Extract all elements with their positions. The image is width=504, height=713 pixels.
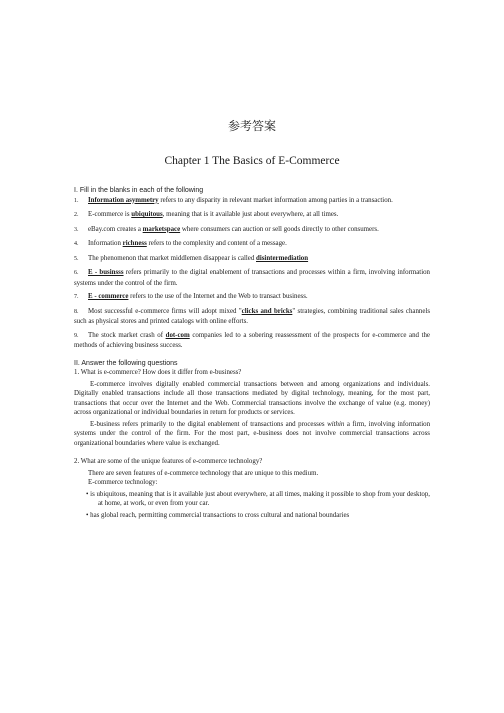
item-number: 6. bbox=[74, 270, 79, 276]
blank-answer: Information asymmetry bbox=[88, 196, 159, 204]
blank-answer: ubiquitous bbox=[131, 211, 163, 218]
fill-item: 3. eBay.com creates a marketspace where consumers can auction or sell goods directly to other consumers. bbox=[74, 225, 430, 236]
blank-answer: disintermediation bbox=[256, 254, 309, 262]
blank-answer: dot-com bbox=[165, 331, 190, 339]
blank-answer: E - commerce bbox=[88, 293, 129, 300]
answer-paragraph: E-commerce involves digitally enabled commercial transactions between and among organizations and individuals. Digitally enabled transactions include all those transactions mediated by digital technology, meaning, for the most part, transactions that occur over the Internet and the Web. Commercial transactions involve the exchange of value (e.g. money) across organizational or individual boundaries in return for products or services. bbox=[74, 380, 430, 416]
fill-item: 8. Most successful e-commerce firms will adopt mixed "clicks and bricks" strategies, combining traditional sales channels such as physical stores and printed catalogs with online efforts. bbox=[74, 307, 430, 325]
page-title: 参考答案 bbox=[227, 119, 276, 133]
fill-item: 5. The phenomenon that market middlemen disappear is called disintermediation bbox=[74, 254, 430, 265]
fill-item: 4. Information richness refers to the complexity and content of a message. bbox=[74, 239, 430, 250]
bullet-item: • has global reach, permitting commercial transactions to cross cultural and national boundaries bbox=[86, 511, 350, 519]
question-2: 2. What are some of the unique features of e-commerce technology? bbox=[74, 458, 263, 465]
fill-item: 1. Information asymmetry refers to any disparity in relevant market information among parties in a transaction. bbox=[74, 196, 430, 207]
answer-line: E-commerce technology: bbox=[88, 479, 158, 486]
item-number: 3. bbox=[74, 226, 79, 233]
item-number: 4. bbox=[74, 241, 79, 247]
answer-line: There are seven features of e-commerce technology that are unique to this medium. bbox=[88, 469, 319, 477]
fill-item: 7. E - commerce refers to the use of the Internet and the Web to transact business. bbox=[74, 292, 430, 303]
bullet-item: • is ubiquitous, meaning that is it available just about everywhere, at all times, making it possible to shop from your desktop, at home, at work, or even from your car. bbox=[86, 490, 430, 507]
section-questions-heading: II. Answer the following questions bbox=[74, 359, 178, 367]
item-number: 8. bbox=[74, 308, 79, 315]
blank-answer: E - businsss bbox=[88, 269, 124, 276]
blank-answer: marketspace bbox=[142, 225, 181, 233]
item-number: 5. bbox=[74, 255, 79, 262]
item-number: 1. bbox=[74, 197, 79, 204]
answer-content bbox=[74, 186, 430, 522]
item-number: 2. bbox=[74, 212, 79, 218]
fill-item: 9. The stock market crash of dot-com companies led to a sobering reassessment of the prospects for e-commerce and the methods of achieving business success. bbox=[74, 331, 430, 349]
item-number: 7. bbox=[74, 294, 79, 300]
section-fill-in-heading: I. Fill in the blanks in each of the following bbox=[74, 187, 204, 194]
question-1: 1. What is e-commerce? How does it differ from e-business? bbox=[74, 369, 242, 376]
fill-item: 6. E - businsss refers primarily to the digital enablement of transactions and processes within a firm, involving information systems under the control of the firm. bbox=[74, 269, 431, 287]
blank-answer: richness bbox=[122, 240, 147, 247]
item-number: 9. bbox=[74, 332, 79, 339]
fill-item: 2. E-commerce is ubiquitous, meaning that is it available just about everywhere, at all times. bbox=[74, 210, 430, 221]
blank-answer: clicks and bricks bbox=[241, 307, 293, 315]
emphasis-text: within bbox=[327, 420, 345, 428]
answer-paragraph: E-business refers primarily to the digital enablement of transactions and processes within a firm, involving information systems under the control of the firm. For the most part, e-business does not involve commercial transactions across organizational boundaries where value is exchanged. bbox=[74, 420, 431, 447]
chapter-heading: Chapter 1 The Basics of E-Commerce bbox=[164, 155, 340, 167]
